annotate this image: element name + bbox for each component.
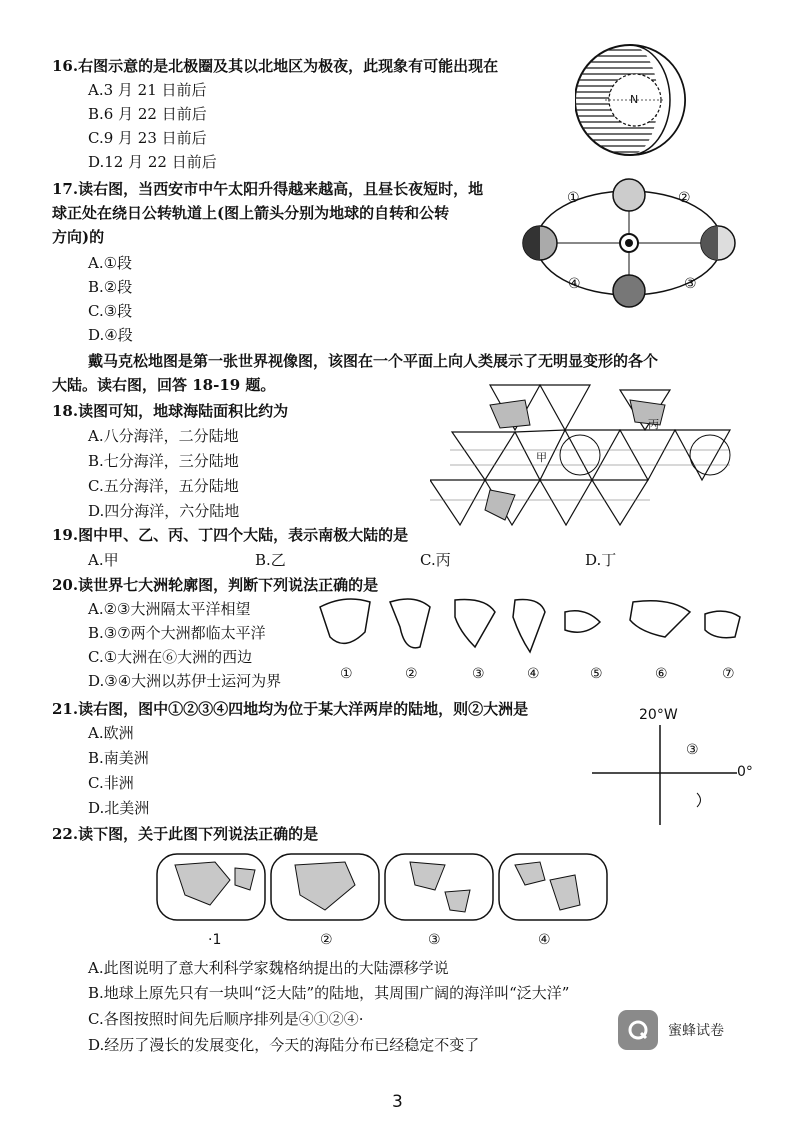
- q22-option-a: A.此图说明了意大利科学家魏格纳提出的大陆漂移学说: [88, 959, 449, 977]
- q17-stem-line1: 17.读右图，当西安市中午太阳升得越来越高，且昼长夜短时，地: [52, 180, 484, 198]
- q18-option-a: A.八分海洋，二分陆地: [88, 427, 239, 445]
- watermark-logo-icon: [618, 1010, 658, 1050]
- drift-map-4-label: ④: [538, 932, 551, 948]
- q16-stem: 16.右图示意的是北极圈及其以北地区为极夜，此现象有可能出现在: [52, 57, 499, 75]
- q16-option-b: B.6 月 22 日前后: [88, 105, 207, 123]
- q16-option-a: A.3 月 21 日前后: [88, 81, 207, 99]
- continent-jia-label: 甲: [536, 451, 547, 464]
- dymaxion-map-figure: [430, 380, 740, 530]
- q20-option-a: A.②③大洲隔太平洋相望: [88, 600, 251, 618]
- q22-option-d: D.经历了漫长的发展变化，今天的海陆分布已经稳定不变了: [88, 1036, 480, 1054]
- continent-5-label: ⑤: [590, 666, 603, 682]
- watermark-text: 蜜蜂试卷: [668, 1023, 724, 1039]
- q21-option-b: B.南美洲: [88, 749, 149, 767]
- continent-2-label: ②: [405, 666, 418, 682]
- orbit-segment-2: ②: [678, 190, 691, 206]
- drift-map-2-label: ②: [320, 932, 333, 948]
- longitude-label: 20°W: [639, 707, 678, 723]
- q17-option-a: A.①段: [88, 254, 133, 272]
- equator-label: 0°: [737, 764, 753, 780]
- q18-option-c: C.五分海洋，五分陆地: [88, 477, 239, 495]
- orbit-segment-4: ④: [568, 276, 581, 292]
- coordinate-figure: [592, 725, 742, 825]
- q17-option-c: C.③段: [88, 302, 133, 320]
- q19-option-d: D.丁: [585, 551, 617, 569]
- q17-option-d: D.④段: [88, 326, 133, 344]
- q17-stem-line2: 球正处在绕日公转轨道上(图上箭头分别为地球的自转和公转: [52, 204, 450, 222]
- continent-3-label: ③: [472, 666, 485, 682]
- earth-orbit-figure: [516, 175, 741, 310]
- orbit-segment-1: ①: [567, 190, 580, 206]
- q22-stem: 22.读下图，关于此图下列说法正确的是: [52, 825, 319, 843]
- continent-6-label: ⑥: [655, 666, 668, 682]
- orbit-segment-3: ③: [684, 276, 697, 292]
- drift-map-1-label: ·1: [208, 932, 222, 948]
- page-number: 3: [392, 1092, 403, 1112]
- q19-option-c: C.丙: [420, 551, 451, 569]
- continent-4-label: ④: [527, 666, 540, 682]
- q17-stem-line3: 方向)的: [52, 228, 105, 246]
- q17-option-b: B.②段: [88, 278, 133, 296]
- q21-stem: 21.读右图，图中①②③④四地均为位于某大洋两岸的陆地，则②大洲是: [52, 700, 529, 718]
- q21-option-a: A.欧洲: [88, 724, 134, 742]
- q21-option-c: C.非洲: [88, 774, 134, 792]
- continental-drift-maps: [155, 850, 615, 925]
- continent-outlines-figure: [315, 592, 755, 662]
- q18-option-b: B.七分海洋，三分陆地: [88, 452, 239, 470]
- intro-18-19-line1: 戴马克松地图是第一张世界视像图，该图在一个平面上向人类展示了无明显变形的各个: [88, 352, 659, 370]
- q16-option-d: D.12 月 22 日前后: [88, 153, 217, 171]
- q20-option-d: D.③④大洲以苏伊士运河为界: [88, 672, 282, 690]
- q22-option-b: B.地球上原先只有一块叫“泛大陆”的陆地，其周围广阔的海洋叫“泛大洋”: [88, 984, 570, 1002]
- q18-stem: 18.读图可知，地球海陆面积比约为: [52, 402, 289, 420]
- q22-option-c: C.各图按照时间先后顺序排列是④①②④·: [88, 1010, 364, 1028]
- point-3-label: ③: [686, 742, 699, 758]
- q19-stem: 19.图中甲、乙、丙、丁四个大陆，表示南极大陆的是: [52, 526, 409, 544]
- q19-option-a: A.甲: [88, 551, 119, 569]
- q20-stem: 20.读世界七大洲轮廓图，判断下列说法正确的是: [52, 576, 379, 594]
- continent-bing-label: 丙: [648, 418, 659, 431]
- north-pole-label: N: [630, 93, 639, 106]
- q20-option-b: B.③⑦两个大洲都临太平洋: [88, 624, 266, 642]
- continent-7-label: ⑦: [722, 666, 735, 682]
- q19-option-b: B.乙: [255, 551, 286, 569]
- q18-option-d: D.四分海洋，六分陆地: [88, 502, 240, 520]
- intro-18-19-line2: 大陆。读右图，回答 18-19 题。: [52, 376, 276, 394]
- continent-1-label: ①: [340, 666, 353, 682]
- q21-option-d: D.北美洲: [88, 799, 150, 817]
- q16-option-c: C.9 月 23 日前后: [88, 129, 207, 147]
- q20-option-c: C.①大洲在⑥大洲的西边: [88, 648, 253, 666]
- drift-map-3-label: ③: [428, 932, 441, 948]
- watermark: [618, 1008, 768, 1052]
